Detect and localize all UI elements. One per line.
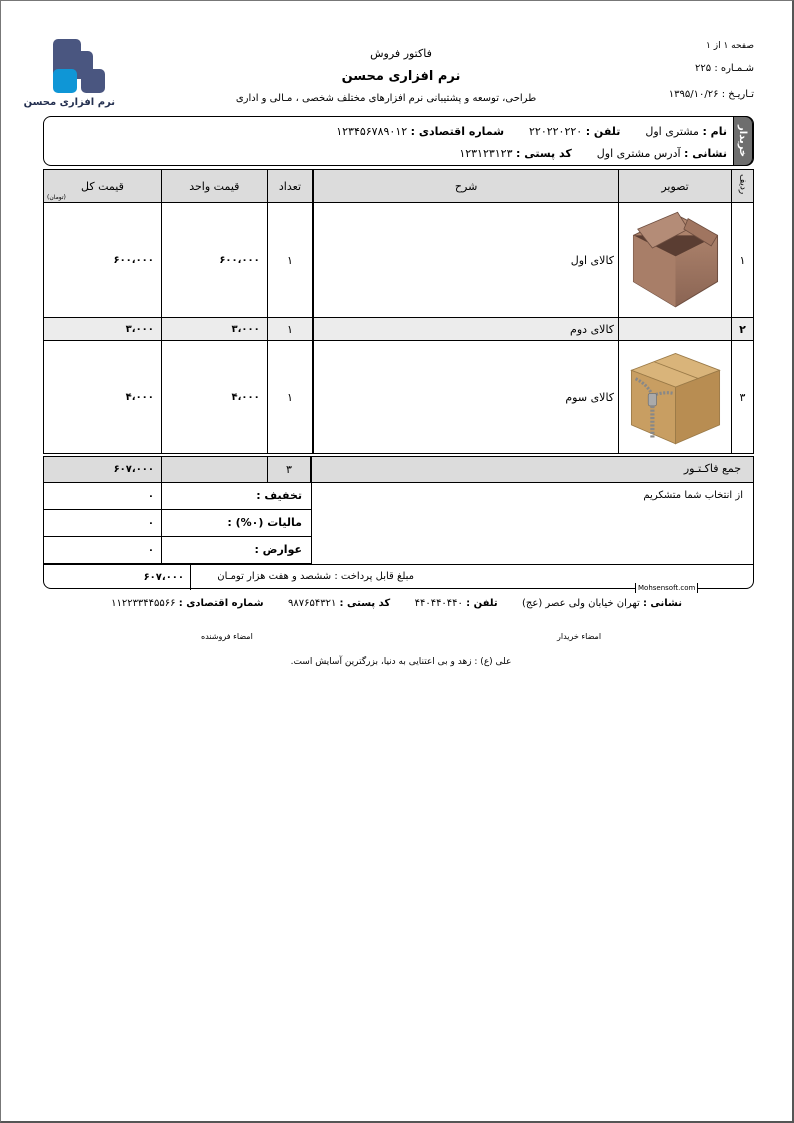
duties-value: ۰ <box>44 537 162 564</box>
seller-econ-label: شماره اقتصادی : <box>178 598 264 609</box>
header-unit-price: قیمت واحد <box>161 170 267 203</box>
logo-block-icon <box>81 69 105 93</box>
duties-label: عوارض : <box>254 543 302 556</box>
buyer-name-label: نام : <box>702 125 727 138</box>
page-info: صفحه ۱ از ۱ <box>706 41 754 51</box>
seller-address-value: تهران خیابان ولی عصر (عج) <box>522 598 640 609</box>
item-quantity: ۱ <box>267 318 313 341</box>
buyer-signature: امضاء خریدار <box>557 632 602 641</box>
header-image: تصویر <box>619 170 732 203</box>
buyer-postal-value: ۱۲۳۱۲۳۱۲۳ <box>459 147 513 160</box>
row-number: ۳ <box>732 341 754 454</box>
buyer-address-label: نشانی : <box>684 147 727 160</box>
item-description: کالای اول <box>313 203 618 318</box>
seller-phone-value: ۴۴۰۴۴۰۴۴۰ <box>414 598 463 609</box>
footer-quote: علی (ع) : زهد و بی اعتنایی به دنیا، بزرگترین آسایش است. <box>290 657 512 667</box>
row-number: ۲ <box>732 318 754 341</box>
buyer-phone-value: ۲۲۰۲۲۰۲۲۰ <box>529 125 583 138</box>
item-quantity: ۱ <box>267 341 313 454</box>
summary-total-amount: ۶۰۷،۰۰۰ <box>44 457 162 483</box>
item-total-price: ۳،۰۰۰ <box>44 318 162 341</box>
invoice-number-label: شـمـاره : <box>714 63 754 74</box>
discount-value: ۰ <box>44 483 162 510</box>
tax-row <box>44 510 312 537</box>
company-logo <box>23 39 115 113</box>
website-link[interactable]: Mohsensoft.com <box>635 583 698 593</box>
logo-block-icon <box>53 69 77 93</box>
buyer-phone-label: تلفن : <box>585 125 621 138</box>
item-unit-price: ۴،۰۰۰ <box>161 341 267 454</box>
seller-address-label: نشانی : <box>642 598 682 609</box>
payable-value: ۶۰۷،۰۰۰ <box>44 565 191 590</box>
company-name: نرم افزاری محسن <box>341 69 461 84</box>
tax-label: مالیات (۰%) : <box>227 516 302 529</box>
buyer-postal-label: کد پستی : <box>516 147 572 160</box>
seller-econ-value: ۱۱۲۲۳۳۴۴۵۵۶۶ <box>111 598 176 609</box>
summary-total-qty: ۳ <box>268 457 312 483</box>
invoice-date-label: تـاریـخ : <box>721 89 754 100</box>
document-type: فاکتور فروش <box>370 47 432 60</box>
table-row <box>44 203 754 318</box>
discount-label: تخفیف : <box>256 489 302 502</box>
thanks-message: از انتخاب شما متشکریم <box>643 490 743 501</box>
invoice-date <box>669 89 754 100</box>
product-image <box>619 203 732 318</box>
buyer-econ-value: ۱۲۳۴۵۶۷۸۹۰۱۲ <box>336 125 408 138</box>
buyer-name-value: مشتری اول <box>645 125 699 138</box>
header-total-price: قیمت کل (تومان) <box>44 170 162 203</box>
invoice-summary <box>43 456 754 589</box>
open-box-icon <box>623 206 728 311</box>
item-description: کالای دوم <box>313 318 618 341</box>
summary-title: جمع فاکـتـور <box>683 462 741 475</box>
invoice-number-value: ۲۲۵ <box>695 63 712 74</box>
invoice-date-value: ۱۳۹۵/۱۰/۲۶ <box>668 89 719 100</box>
invoice-number <box>695 63 754 74</box>
logo-text: نرم افزاری محسن <box>23 97 115 108</box>
table-header-row <box>44 170 754 203</box>
summary-adjustments <box>44 483 312 564</box>
zipped-box-icon <box>623 343 728 448</box>
item-total-price: ۶۰۰،۰۰۰ <box>44 203 162 318</box>
payable-label: مبلغ قابل پرداخت : ششصد و هفت هزار تومـان <box>217 571 414 582</box>
company-tagline: طراحی، توسعه و پشتیبانی نرم افزارهای مختلف شخصی ، مـالی و اداری <box>235 93 537 104</box>
item-total-price: ۴،۰۰۰ <box>44 341 162 454</box>
item-quantity: ۱ <box>267 203 313 318</box>
buyer-tab: خریدار <box>733 116 753 166</box>
header-row-number: ردیف <box>732 170 754 203</box>
buyer-line-2 <box>459 147 727 160</box>
items-table <box>43 169 754 454</box>
buyer-box <box>43 116 754 166</box>
currency-note: (تومان) <box>47 194 66 201</box>
duties-row <box>44 537 312 564</box>
tax-value: ۰ <box>44 510 162 537</box>
header-quantity: تعداد <box>267 170 313 203</box>
product-image <box>619 341 732 454</box>
item-description: کالای سوم <box>313 341 618 454</box>
buyer-econ-label: شماره اقتصادی : <box>410 125 505 138</box>
discount-row <box>44 483 312 510</box>
header-description: شرح <box>313 170 618 203</box>
seller-signature: امضاء فروشنده <box>201 632 253 641</box>
buyer-address-value: آدرس مشتری اول <box>596 147 681 160</box>
buyer-line-1 <box>336 125 727 138</box>
summary-header <box>44 457 753 483</box>
table-row <box>44 318 754 341</box>
row-number: ۱ <box>732 203 754 318</box>
item-unit-price: ۳،۰۰۰ <box>161 318 267 341</box>
seller-phone-label: تلفن : <box>466 598 498 609</box>
seller-postal-label: کد پستی : <box>339 598 391 609</box>
seller-info <box>111 598 682 609</box>
table-row <box>44 341 754 454</box>
seller-postal-value: ۹۸۷۶۵۴۳۲۱ <box>287 598 337 609</box>
product-image <box>619 318 732 341</box>
item-unit-price: ۶۰۰،۰۰۰ <box>161 203 267 318</box>
